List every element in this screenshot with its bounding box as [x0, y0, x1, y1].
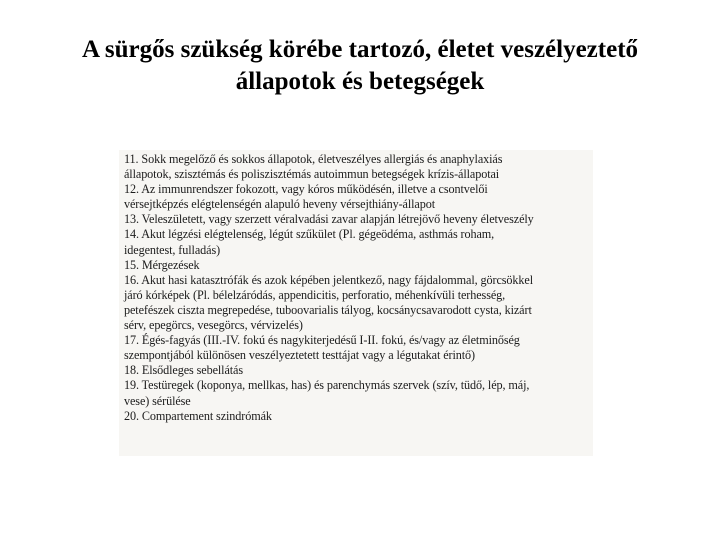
list-line: idegentest, fulladás) [124, 242, 221, 257]
list-line: vérsejtképzés elégtelenségén alapuló heveny vérsejthiány-állapot [124, 197, 436, 212]
list-line: 15. Mérgezések [124, 257, 200, 272]
list-line: petefészek ciszta megrepedése, tuboovarialis tályog, kocsánycsavarodott cysta, kizárt [124, 302, 532, 317]
list-line: 16. Akut hasi katasztrófák és azok képében jelentkező, nagy fájdalommal, görcsökkel [124, 272, 533, 287]
list-line: 19. Testüregek (koponya, mellkas, has) és parenchymás szervek (szív, tüdő, lép, máj, [124, 378, 530, 393]
list-line: 11. Sokk megelőző és sokkos állapotok, életveszélyes allergiás és anaphylaxiás [124, 152, 503, 166]
list-line: 14. Akut légzési elégtelenség, légút szűkület (Pl. gégeödéma, asthmás roham, [124, 227, 495, 242]
list-line: vese) sérülése [124, 393, 191, 408]
list-line: járó kórképek (Pl. bélelzáródás, appendicitis, perforatio, méhenkívüli terhesség, [124, 287, 506, 302]
list-line: állapotok, szisztémás és poliszisztémás autoimmun betegségek krízis-állapotai [124, 167, 500, 182]
list-line: sérv, epegörcs, vesegörcs, vérvizelés) [124, 318, 303, 333]
condition-list-image [119, 150, 593, 456]
list-line: 18. Elsődleges sebellátás [124, 363, 244, 378]
slide-title-line-2: állapotok és betegségek [235, 68, 485, 95]
slide-title [20, 34, 700, 98]
slide-title-line-1: A sürgős szükség körébe tartozó, életet veszélyeztető [81, 36, 639, 63]
list-line: 12. Az immunrendszer fokozott, vagy kóros működésén, illetve a csontvelői [124, 182, 488, 197]
list-line: 17. Égés-fagyás (III.-IV. fokú és nagykiterjedésű I-II. fokú, és/vagy az életminőség [124, 333, 520, 348]
list-line: szempontjából különösen veszélyeztetett testtájat vagy a légutakat érintő) [124, 348, 475, 363]
list-line: 13. Veleszületett, vagy szerzett véralvadási zavar alapján létrejövő heveny életveszély [124, 212, 534, 227]
list-line: 20. Compartement szindrómák [124, 408, 272, 423]
